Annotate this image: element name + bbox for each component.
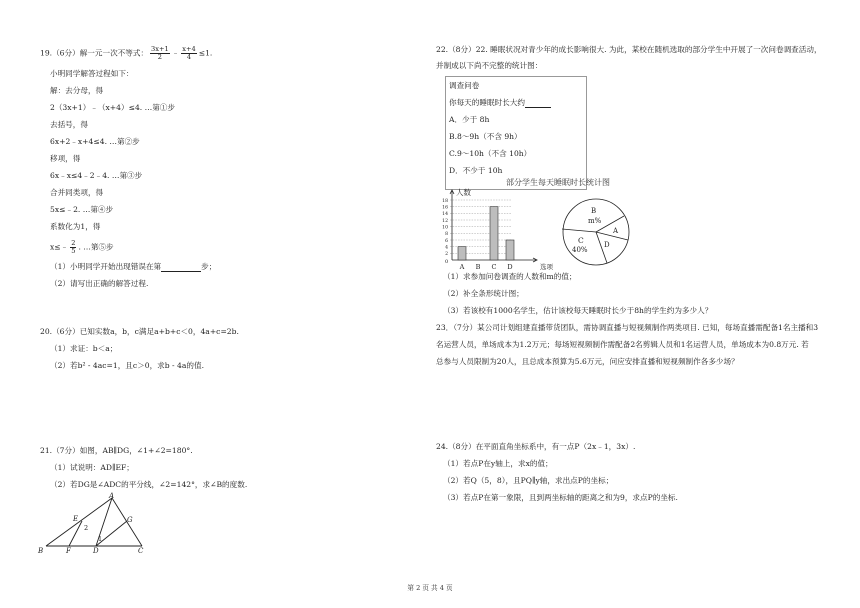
survey-option: C.9～10h（不含 10h） bbox=[449, 149, 532, 158]
y-axis-label: 人数 bbox=[456, 188, 471, 197]
q19-stem: 19.（6分）解一元一次不等式： $\frac{3x+1}{2}$ ﹣ $\frac{x+4}{4}$ ≤1. bbox=[40, 45, 213, 61]
q19-line: 5x≤﹣2. …第④步 bbox=[50, 205, 114, 214]
origin-label: 0 bbox=[445, 259, 449, 265]
y-tick-label: 4 bbox=[445, 245, 448, 251]
answer-blank[interactable] bbox=[161, 263, 201, 272]
category-label-d: D bbox=[507, 263, 513, 271]
answer-blank[interactable] bbox=[525, 99, 551, 108]
vertex-label-g: G bbox=[127, 516, 133, 524]
q23-line: 名运营人员，单场成本为1.2万元；每场短视频制作需配备2名剪辑人员和1名运营人员，单场成本为0.8万元. 若 bbox=[436, 340, 809, 349]
category-label-b: B bbox=[475, 263, 481, 271]
x-axis-label: 选项 bbox=[540, 263, 553, 271]
q19-fraction-3: $\frac{2}{5}$ bbox=[71, 239, 76, 255]
vertex-label-c: C bbox=[138, 547, 144, 555]
q19-line: 2（3x+1）﹣（x+4）≤4. …第①步 bbox=[50, 103, 175, 112]
q24-sub2: （2）若Q（5，8），且PQ∥y轴，求出点P的坐标； bbox=[443, 476, 614, 485]
pie-value-c: 40% bbox=[572, 246, 588, 254]
q19-last-step: x≤﹣ $\frac{2}{5}$ . …第⑤步 bbox=[50, 239, 114, 255]
q20-stem: 20.（6分）已知实数a，b，c满足a+b+c＜0，4a+c=2b. bbox=[40, 327, 239, 336]
y-tick-label: 16 bbox=[442, 205, 448, 211]
vertex-label-b: B bbox=[38, 547, 44, 555]
category-label-a: A bbox=[459, 263, 465, 271]
q24-sub1: （1）若点P在y轴上，求x的值； bbox=[443, 459, 553, 468]
q19-line: 移项，得 bbox=[50, 154, 81, 163]
pie-label-d: D bbox=[604, 241, 610, 249]
q19-line: 系数化为1，得 bbox=[50, 222, 101, 231]
q21-sub1: （1）试说明：AD∥EF； bbox=[50, 463, 134, 472]
q21-stem: 21.（7分）如图，AB∥DG，∠1+∠2=180°. bbox=[40, 446, 193, 455]
bar-c bbox=[490, 207, 498, 260]
bar-a bbox=[458, 247, 466, 260]
vertex-label-d: D bbox=[93, 547, 99, 555]
y-tick-label: 12 bbox=[442, 218, 448, 224]
vertex-label-f: F bbox=[66, 547, 71, 555]
pie-label-c: C bbox=[578, 236, 584, 245]
q19-sub2: （2）请写出正确的解答过程. bbox=[50, 279, 149, 288]
q22-stem-line1: 22.（8分）22. 睡眠状况对青少年的成长影响很大. 为此，某校在随机选取的部分学生中开展了一次问卷调查活动， bbox=[436, 45, 822, 54]
survey-question: 你每天的睡眠时长大约 bbox=[449, 98, 551, 108]
bar-chart bbox=[436, 186, 568, 272]
q19-line: 去括号，得 bbox=[50, 120, 88, 129]
pie-divider bbox=[596, 232, 628, 240]
pie-chart bbox=[560, 196, 632, 268]
survey-option: A．少于 8h bbox=[449, 115, 490, 124]
q22-sub3: （3）若该校有1000名学生，估计该校每天睡眠时长少于8h的学生约为多少人？ bbox=[443, 306, 713, 315]
angle-label-2: 2 bbox=[84, 524, 89, 532]
y-tick-label: 14 bbox=[442, 212, 448, 218]
bar-d bbox=[506, 240, 514, 260]
category-label-c: C bbox=[491, 263, 497, 271]
vertex-label-e: E bbox=[73, 515, 79, 523]
q20-sub2: （2）若b² - 4ac=1，且c＞0，求b - 4a的值. bbox=[50, 361, 204, 370]
q19-fraction-2: $\frac{x+4}{4}$ bbox=[182, 45, 196, 61]
angle-label-1: 1 bbox=[98, 535, 103, 543]
survey-option: D．不少于 10h bbox=[449, 166, 503, 175]
y-tick-label: 10 bbox=[442, 225, 448, 231]
survey-option: B.8～9h（不含 9h） bbox=[449, 132, 522, 141]
pie-divider bbox=[562, 229, 596, 232]
q22-sub1: （1）求参加问卷调查的人数和m的值； bbox=[443, 272, 577, 281]
q22-sub2: （2）补全条形统计图； bbox=[443, 289, 524, 298]
y-tick-label: 8 bbox=[445, 232, 448, 238]
q24-stem: 24.（8分）在平面直角坐标系中，有一点P（2x﹣1，3x）. bbox=[436, 442, 636, 451]
q23-line: 总参与人员限制为20人，且总成本预算为5.6万元，问应安排直播和短视频制作各多少场？ bbox=[436, 357, 739, 366]
q21-sub2: （2）若DG是∠ADC的平分线，∠2=142°，求∠B的度数. bbox=[50, 480, 248, 489]
pie-value-b: m% bbox=[588, 217, 602, 225]
y-tick-label: 2 bbox=[445, 252, 448, 258]
q20-sub1: （1）求证：b＜a； bbox=[50, 344, 118, 353]
q19-line: 小明同学解答过程如下： bbox=[50, 69, 134, 78]
y-tick-label: 18 bbox=[442, 198, 448, 204]
page-footer: 第 2 页 共 4 页 bbox=[407, 584, 453, 592]
pie-label-a: A bbox=[613, 227, 619, 235]
vertex-label-a: A bbox=[109, 492, 115, 500]
survey-title: 调查问卷 bbox=[449, 81, 480, 90]
q19-sub1: （1）小明同学开始出现错误在第 步； bbox=[50, 262, 217, 271]
q19-line: 合并同类项，得 bbox=[50, 188, 104, 197]
q23-line: 23．（7分）某公司计划组建直播带货团队，需协调直播与短视频制作两类项目. 已知，每场直播需配备1名主播和3 bbox=[436, 323, 819, 332]
q24-sub3: （3）若点P在第一象限，且到两坐标轴的距离之和为9，求点P的坐标. bbox=[443, 493, 678, 502]
pie-label-b: B bbox=[591, 207, 597, 215]
q21-geometry-figure bbox=[36, 490, 156, 560]
q22-stem-line2: 并制成以下尚不完整的统计图： bbox=[436, 61, 543, 70]
y-tick-label: 6 bbox=[445, 238, 448, 244]
q19-fraction-1: $\frac{3x+1}{2}$ bbox=[151, 45, 169, 61]
q19-line: 6x﹣x≤4﹣2﹣4. …第③步 bbox=[50, 171, 143, 180]
chart-title: 部分学生每天睡眠时长统计图 bbox=[506, 178, 610, 187]
q19-line: 6x+2﹣x+4≤4. …第②步 bbox=[50, 137, 140, 146]
q19-line: 解：去分母，得 bbox=[50, 86, 104, 95]
